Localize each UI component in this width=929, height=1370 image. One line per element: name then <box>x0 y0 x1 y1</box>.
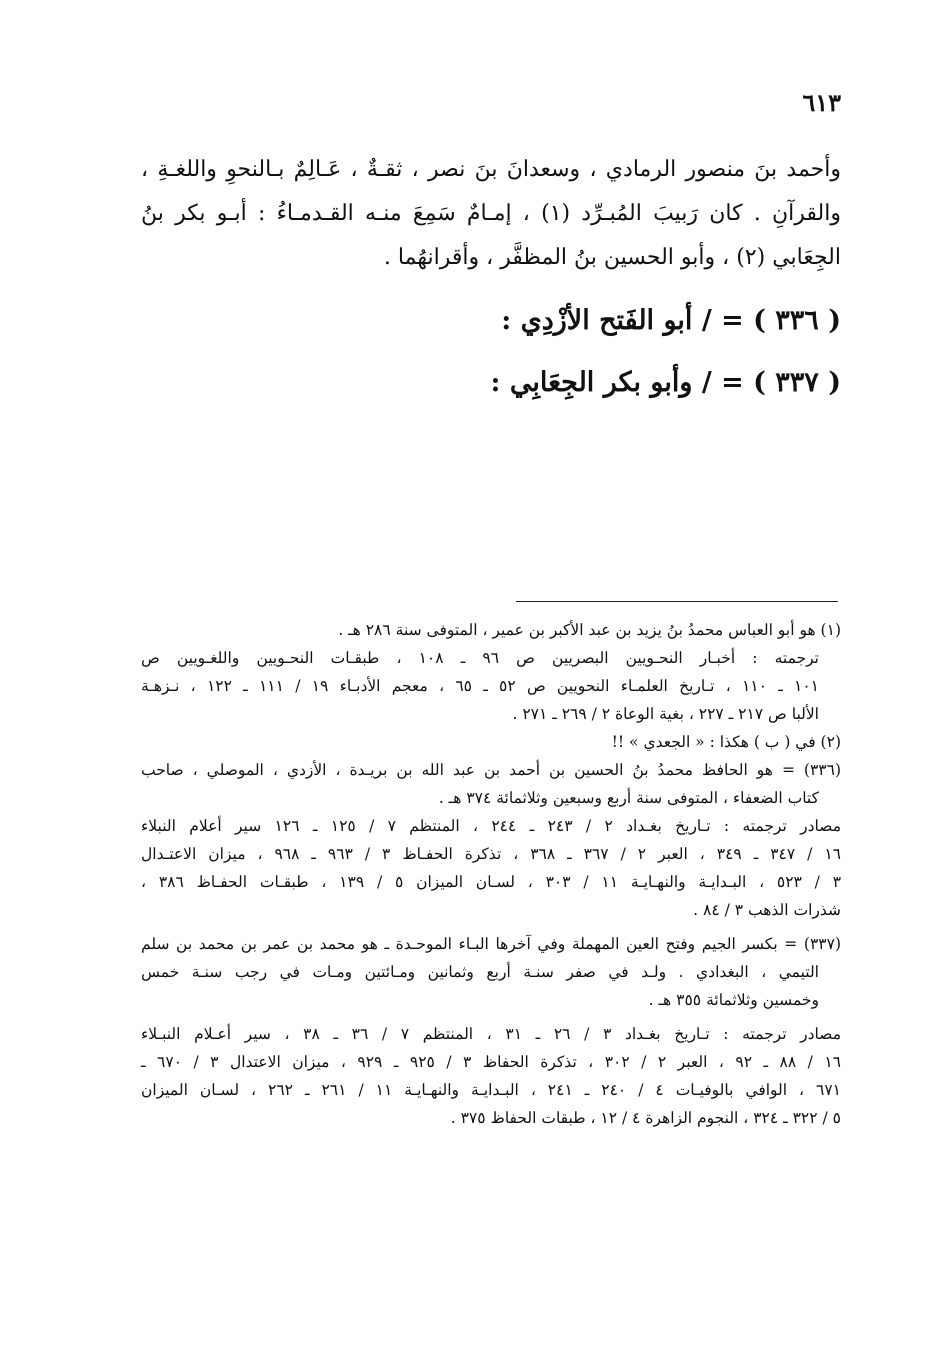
footnote-line: الألبا ص ٢١٧ ـ ٢٢٧ ، بغية الوعاة ٢ / ٢٦٩ ـ ٢٧١ . <box>512 705 819 723</box>
footnote-line: التيمي ، البغدادي . ولـد في صفر سنـة أربع وثمانين ومـائتين ومـات في رجب سنـة خمس <box>141 963 819 981</box>
footnote-line: مصادر ترجمته : تـاريخ بغـداد ٢ / ٢٤٣ ـ ٢٤٤ ، المنتظم ٧ / ١٢٥ ـ ١٢٦ سير أعلام النبلاء <box>141 817 841 835</box>
footnotes <box>141 616 841 1132</box>
footnote-336 <box>141 756 841 924</box>
entry-heading-336: ( ٣٣٦ ) = / أبو الفَتح الأزْدِي : <box>501 305 841 336</box>
footnote-1 <box>141 616 841 728</box>
footnote-line: ترجمته : أخبـار النحـويين البصريين ص ٩٦ ـ ١٠٨ ، طبقـات النحـويين واللغـويين ص <box>141 649 819 667</box>
entry-heading-337: ( ٣٣٧ ) = / وأبو بكر الجِعَابِي : <box>490 367 841 398</box>
footnote-line: شذرات الذهب ٣ / ٨٤ . <box>693 901 841 919</box>
page-number: ٦١٣ <box>802 88 841 117</box>
main-text <box>141 148 841 280</box>
footnote-line: مصادر ترجمته : تـاريخ بغـداد ٣ / ٢٦ ـ ٣١ ، المنتظم ٧ / ٣٦ ـ ٣٨ ، سير أعـلام النبـلاء <box>141 1025 841 1043</box>
footnote-2 <box>141 728 841 756</box>
footnote-line: ٦٧١ ، الوافي بالوفيـات ٤ / ٢٤٠ ـ ٢٤١ ، البـدايـة والنهـايـة ١١ / ٢٦١ ـ ٢٦٢ ، لسـان الميزان <box>141 1081 841 1099</box>
footnote-line: ١٦ / ٨٨ ـ ٩٢ ، العبر ٢ / ٣٠٢ ، تذكرة الحفاظ ٣ / ٩٢٥ ـ ٩٢٩ ، ميزان الاعتدال ٣ / ٦٧٠ ـ <box>141 1053 842 1071</box>
footnote-line: (٣٣٧) = بكسر الجيم وفتح العين المهملة وفي آخرها البـاء الموحـدة ـ هو محمد بن عمر بن محمد بن سلم <box>141 935 841 953</box>
footnote-line: كتاب الضعفاء ، المتوفى سنة أربع وسبعين وثلاثمائة ٣٧٤ هـ . <box>438 789 819 807</box>
footnote-line: ٥ / ٣٢٢ ـ ٣٢٤ ، النجوم الزاهرة ٤ / ١٢ ، طبقات الحفاظ ٣٧٥ . <box>450 1109 841 1127</box>
footnote-line: (١) هو أبو العباس محمدُ بنُ يزيد بن عبد الأكبر بن عمير ، المتوفى سنة ٢٨٦ هـ . <box>338 621 841 639</box>
footnote-line: ١٦ / ٣٤٧ ـ ٣٤٩ ، العبر ٢ / ٣٦٧ ـ ٣٦٨ ، تذكرة الحفـاظ ٣ / ٩٦٣ ـ ٩٦٨ ، ميزان الاعتـدال <box>141 845 842 863</box>
main-text-line: والقرآنِ . كان رَبيبَ المُبـرِّد (١) ، إمـامٌ سَمِعَ منـه القـدمـاءُ : أبـو بكر بنُ <box>141 201 841 226</box>
footnote-line: (٢) في ( ب ) هكذا : « الجعدي » !! <box>611 733 841 751</box>
main-text-line: وأحمد بنَ منصور الرمادي ، وسعدانَ بنَ نصر ، ثقـةٌ ، عَـالِمٌ بـالنحوِ واللغـةِ ، <box>141 157 841 182</box>
footnote-line: ١٠١ ـ ١١٠ ، تـاريخ العلمـاء النحويين ص ٥٢ ـ ٦٥ ، معجم الأدبـاء ١٩ / ١١١ ـ ١٢٢ ، نـزهـة <box>141 677 819 695</box>
footnote-337 <box>141 930 841 1132</box>
footnote-separator <box>516 601 838 602</box>
footnote-line: ٣ / ٥٢٣ ، البـدايـة والنهـايـة ١١ / ٣٠٣ ، لسـان الميزان ٥ / ١٣٩ ، طبقـات الحفـاظ ٣٨٦ ، <box>141 873 842 891</box>
main-text-line: الجِعَابي (٢) ، وأبو الحسين بنُ المظفَّر ، وأقرانهُما . <box>383 245 841 270</box>
footnote-line: (٣٣٦) = هو الحافظ محمدُ بنُ الحسين بن أحمد بن عبد الله بن بريـدة ، الأزدي ، الموصلي ، صاحب <box>141 761 841 779</box>
footnote-line: وخمسين وثلاثمائة ٣٥٥ هـ . <box>648 991 819 1009</box>
